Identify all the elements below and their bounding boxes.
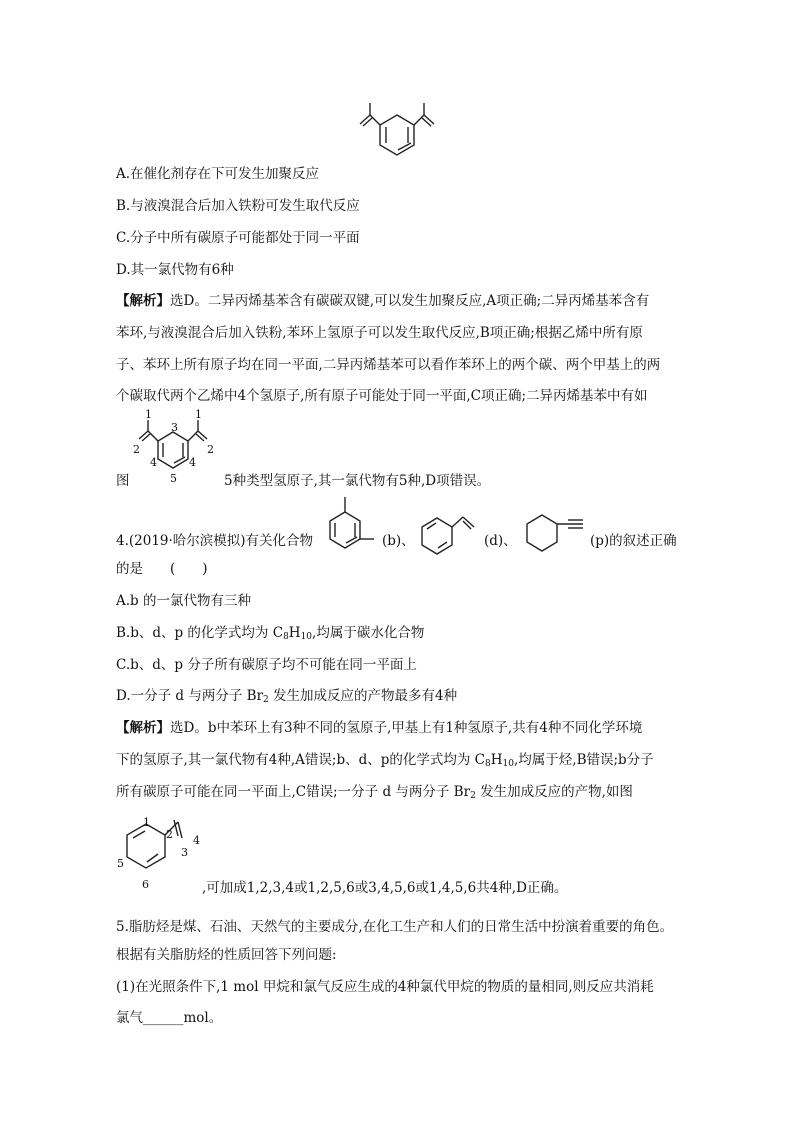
q3-option-a: A.在催化剂存在下可发生加聚反应 xyxy=(116,166,320,182)
q4-analysis-text-2: 下的氢原子,其一氯代物有4种,A错误;b、d、p的化学式均为 C xyxy=(116,752,486,768)
q4-analysis-line-3 xyxy=(116,782,633,802)
q5-text: 氯气 xyxy=(116,1010,143,1026)
q3-option-c: C.分子中所有碳原子可能都处于同一平面 xyxy=(116,230,360,246)
analysis-tag: 【解析】 xyxy=(116,293,170,309)
fig4-label-2: 2 xyxy=(166,828,173,841)
subscript: 10 xyxy=(300,632,313,642)
q4-label-p: (p)的叙述正确 xyxy=(590,533,677,549)
fig4-label-6: 6 xyxy=(142,878,149,891)
fig3-label-left-4: 4 xyxy=(150,456,157,469)
fig4-label-3: 3 xyxy=(181,846,188,859)
q3-option-d: D.其一氯代物有6种 xyxy=(116,262,234,278)
q3-analysis-line-2: 苯环,与液溴混合后加入铁粉,苯环上氢原子可以发生取代反应,B项正确;根据乙烯中所有原 xyxy=(116,325,643,341)
q5-unit: mol。 xyxy=(183,1010,223,1026)
q5-stem-line-2: 根据有关脂肪烃的性质回答下列问题: xyxy=(116,947,337,963)
fig3-label-left-2: 2 xyxy=(133,443,140,456)
q4-analysis-line-1 xyxy=(116,718,642,738)
q3-analysis-text-1: 选D。二异丙烯基苯含有碳碳双键,可以发生加聚反应,A项正确;二异丙烯基苯含有 xyxy=(170,293,650,309)
q3-figure-prefix: 图 xyxy=(116,473,130,489)
subscript: 8 xyxy=(283,632,289,642)
fig4-label-1: 1 xyxy=(143,816,150,829)
q5-question-1-cont xyxy=(116,1008,222,1028)
q4-option-d-rest: 发生加成反应的产物最多有4种 xyxy=(268,688,458,704)
q4-option-d xyxy=(116,686,457,706)
q4-label-d: (d)、 xyxy=(484,533,517,549)
q3-option-b: B.与液溴混合后加入铁粉可发生取代反应 xyxy=(116,198,360,214)
subscript: 10 xyxy=(502,759,514,769)
q3-figure-conclusion: 5种类型氢原子,其一氯代物有5种,D项错误。 xyxy=(224,473,491,489)
fig3-label-3: 3 xyxy=(171,421,178,434)
analysis-tag: 【解析】 xyxy=(116,720,170,736)
q4-stem-line-2: 的是 ( ) xyxy=(116,561,208,577)
q4-option-b xyxy=(116,623,424,643)
fig3-label-right-2: 2 xyxy=(207,443,214,456)
q4-option-b-text: B.b、d、p 的化学式均为 C xyxy=(116,625,284,641)
answer-blank[interactable]: ______ xyxy=(143,1010,184,1026)
q5-question-1: (1)在光照条件下,1 mol 甲烷和氯气反应生成的4种氯代甲烷的物质的量相同,则反应共消耗 xyxy=(116,979,654,995)
subscript: 2 xyxy=(263,695,269,705)
q3-analysis-line-1 xyxy=(116,291,649,311)
q4-option-b-h: H xyxy=(288,625,301,641)
q4-figure-conclusion: ,可加成1,2,3,4或1,2,5,6或3,4,5,6或1,4,5,6共4种,D正确。 xyxy=(202,880,568,896)
q4-analysis-text-3: 所有碳原子可能在同一平面上,C错误;一分子 d 与两分子 Br xyxy=(116,784,471,800)
q5-stem-line-1: 5.脂肪烃是煤、石油、天然气的主要成分,在化工生产和人们的日常生活中扮演着重要的角色。 xyxy=(116,919,674,935)
q4-analysis-line-2 xyxy=(116,750,654,770)
q4-analysis-h: H xyxy=(490,752,503,768)
q3-analysis-line-4: 个碳取代两个乙烯中4个氢原子,所有原子可能处于同一平面,C项正确;二异丙烯基苯中有如 xyxy=(116,388,648,404)
fig3-label-left-1: 1 xyxy=(145,408,152,421)
fig3-label-right-1: 1 xyxy=(195,408,202,421)
q4-option-c: C.b、d、p 分子所有碳原子均不可能在同一平面上 xyxy=(116,657,417,673)
q4-analysis-text-2b: ,均属于烃,B错误;b分子 xyxy=(513,752,654,768)
q4-option-d-text: D.一分子 d 与两分子 Br xyxy=(116,688,264,704)
q4-label-b: (b)、 xyxy=(382,533,415,549)
fig3-label-right-4: 4 xyxy=(189,456,196,469)
q4-stem: 4.(2019·哈尔滨模拟)有关化合物 xyxy=(116,533,314,549)
fig4-label-5: 5 xyxy=(117,857,124,870)
q3-analysis-line-3: 子、苯环上所有原子均在同一平面,二异丙烯基苯可以看作苯环上的两个碳、两个甲基上的两 xyxy=(116,357,661,373)
subscript: 2 xyxy=(470,791,476,801)
subscript: 8 xyxy=(485,759,491,769)
fig3-label-5: 5 xyxy=(170,472,177,485)
q4-option-b-rest: ,均属于碳水化合物 xyxy=(312,625,425,641)
q4-analysis-text-3b: 发生加成反应的产物,如图 xyxy=(475,784,633,800)
q4-option-a: A.b 的一氯代物有三种 xyxy=(116,593,251,609)
q4-analysis-text-1: 选D。b中苯环上有3种不同的氢原子,甲基上有1种氢原子,共有4种不同化学环境 xyxy=(170,720,643,736)
fig4-label-4: 4 xyxy=(193,834,200,847)
